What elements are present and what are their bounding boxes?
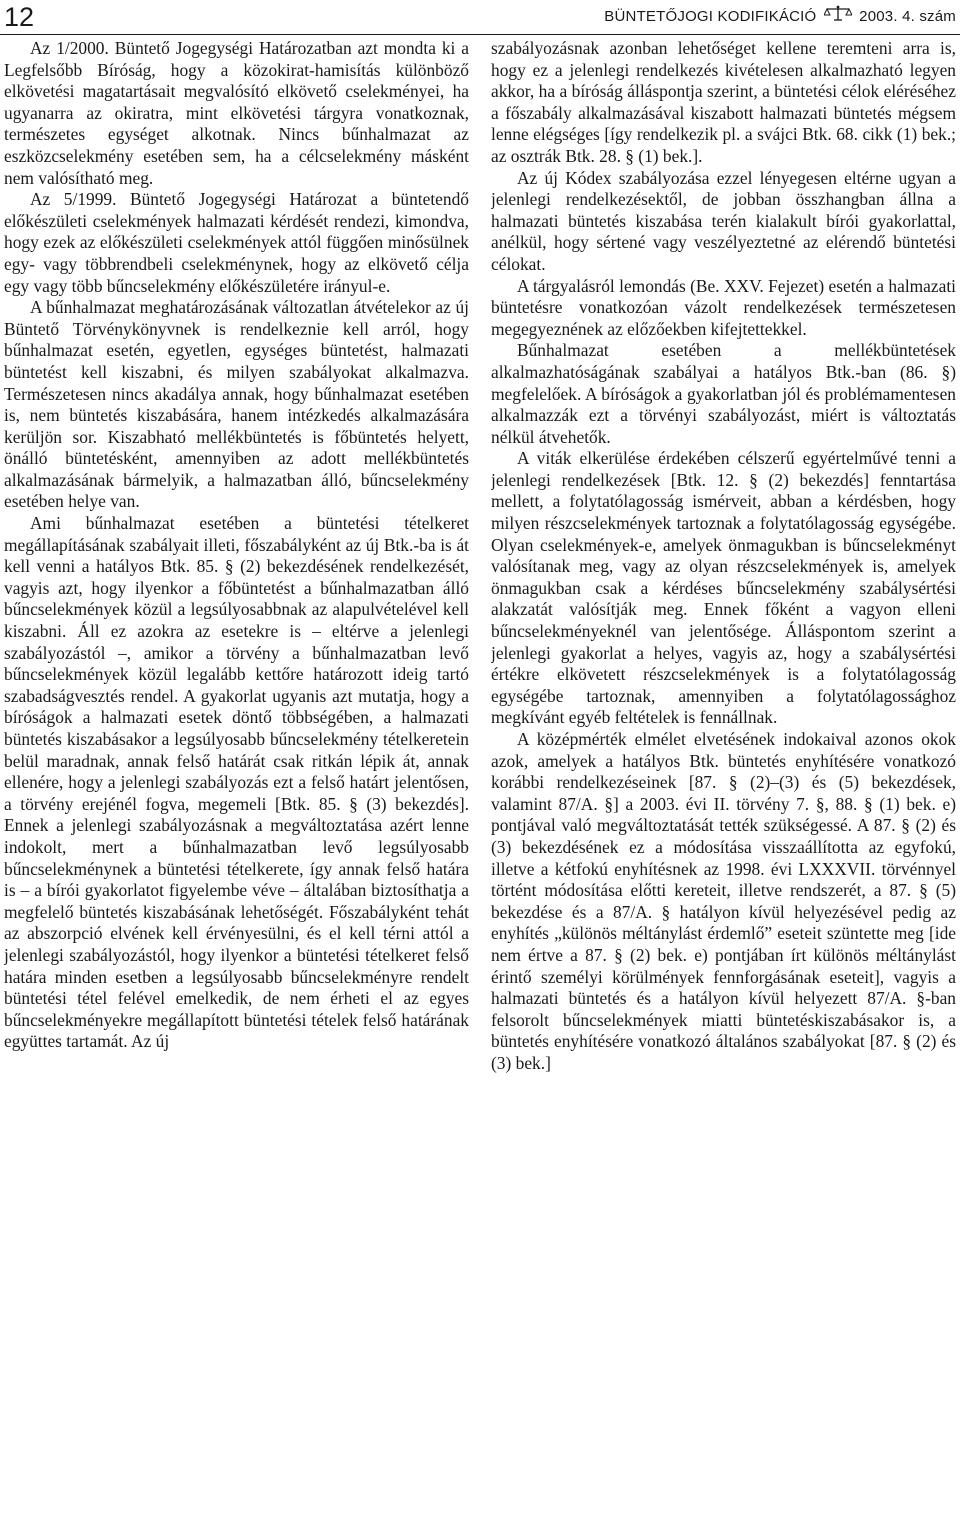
right-column xyxy=(491,38,956,1518)
paragraph: Bűnhalmazat esetében a mellékbüntetések alkalmazhatóságának szabályai a hatályos Btk.-ban (86. §) megfelelőek. A bíróságok a gyakorlatban jól és problémamentesen alkalmazzák ezt a törvényi szabályozást, miért is változtatás nélkül átvehetők. xyxy=(491,340,956,447)
paragraph-continued: szabályozásnak azonban lehetőséget kellene teremteni arra is, hogy ez a jelenlegi rendelkezés kivételesen alkalmazható legyen akkor, ha a bíróság álláspontja szerint, a büntetési célok eléréséhez a főszabály alkalmazásával kiszabott halmazati büntetés mégsem lenne elégséges [így rendelkezik pl. a svájci Btk. 68. cikk (1) bek.; az osztrák Btk. 28. § (1) bek.]. xyxy=(491,38,956,166)
paragraph: A tárgyalásról lemondás (Be. XXV. Fejezet) esetén a halmazati büntetésre vonatkozóan vázolt rendelkezések természetesen megegyeznének az előzőekben kifejtettekkel. xyxy=(491,275,956,339)
issue-label: 2003. 4. szám xyxy=(859,8,956,25)
page-header xyxy=(0,0,960,34)
paragraph: Ami bűnhalmazat esetében a büntetési tételkeret megállapításának szabályait illeti, főszabályként az új Btk.-ba is át kell venni a hatályos Btk. 85. § (2) bekezdésének rendelkezését, vagyis azt, hogy ilyenkor a főbüntetést a bűnhalmazatban álló bűncselekmények közül a legsúlyosabbnak az alapulvételével kell kiszabni. Áll ez azokra az esetekre is – eltérve a jelenlegi szabályozástól –, amikor a törvény a bűnhalmazatban levő bűncselekmények közül legalább kettőre határozott ideig tartó szabadságvesztés rendel. A gyakorlat ugyanis azt mutatja, hogy a bíróságok a halmazati esetek döntő többségében, a halmazati büntetés kiszabásakor a legsúlyosabb bűncselekmény tételkeretein belül maradnak, annak felső határát csak ritkán lépik át, annak ellenére, hogy a jelenlegi szabályozás ezt a felső határt jelentősen, a törvény erejénél fogva, megemeli [Btk. 85. § (3) bekezdés]. Ennek a jelenlegi szabályozásnak a megváltoztatása azért lenne indokolt, mert a bűnhalmazatban levő legsúlyosabb bűncselekménynek a büntetési tételkerete, így annak felső határa is – a bírói gyakorlatot figyelembe véve – általában biztosíthatja a megfelelő büntetés kiszabásának lehetőségét. Főszabályként tehát az abszorpció elvének kell érvényesülni, és el kell térni attól a jelenlegi szabályozástól, hogy ilyenkor a büntetési tételkeret felső határa minden esetben a legsúlyosabb bűncselekményre rendelt büntetési tétel felével emelkedik, de nem érheti el az egyes bűncselekményekre megállapított büntetési tételek felső határának együttes tartamát. Az új xyxy=(4,513,469,1052)
paragraph: A középmérték elmélet elvetésének indokaival azonos okok azok, amelyek a hatályos Btk. büntetés enyhítésére vonatkozó korábbi rendelkezéseinek [87. § (2)–(3) és (5) bekezdések, valamint 87/A. §] a 2003. évi II. törvény 7. §, 88. § (1) bek. e) pontjával való megváltoztatását tették szükségessé. A 87. § (2) és (3) bekezdésének ez a módosítása visszaállította az egyfokú, illetve a kétfokú enyhítésnek az 1998. évi LXXXVII. törvénnyel történt módosítása előtti kereteit, illetve rendszerét, a 87. § (5) bekezdése és a 87/A. § hatályon kívül helyezésével pedig az enyhítés „különös méltánylást érdemlő” eseteit szüntette meg [ide nem értve a 87. § (2) bek. e) pontjában írt különös méltánylást érintő személyi körülmények fennforgásának eseteit], vagyis a halmazati büntetés és a hatályon kívül helyezett 87/A. §-ban felsorolt bűncselekmények miatti büntetéskiszabásakor is, a büntetés enyhítésére vonatkozó általános szabályokat [87. § (2) és (3) bek.] xyxy=(491,729,956,1073)
paragraph: Az 5/1999. Büntető Jogegységi Határozat a büntetendő előkészületi cselekmények halmazati kérdését rendezi, kimondva, hogy ezek az előkészületi cselekmények attól függően minősülnek egy- vagy többrendbeli cselekménynek, hogy az elkövető célja egy vagy több bűncselekmény előkészületére irányul-e. xyxy=(4,189,469,296)
paragraph: A bűnhalmazat meghatározásának változatlan átvételekor az új Büntető Törvénykönyvnek is rendelkeznie kell arról, hogy bűnhalmazat esetén, egyetlen, egységes büntetést, halmazati büntetést kell kiszabni, és milyen szabályokat alkalmazva. Természetesen nincs akadálya annak, hogy bűnhalmazat esetében is, nem büntetés kiszabására, hanem intézkedés alkalmazására kerüljön sor. Kiszabható mellékbüntetés is főbüntetés helyett, önálló büntetésként, amennyiben az adott mellékbüntetés alkalmazásának bármelyik, a halmazatban álló, bűncselekmény esetében helye van. xyxy=(4,297,469,512)
journal-title: BÜNTETŐJOGI KODIFIKÁCIÓ xyxy=(604,8,817,25)
left-column xyxy=(4,38,469,1518)
header-rule xyxy=(0,34,960,35)
scales-ornament-icon xyxy=(824,4,852,30)
paragraph: A viták elkerülése érdekében célszerű egyértelművé tenni a jelenlegi rendelkezések [Btk. 12. § (2) bekezdés] fenntartása mellett, a folytatólagosság ismérveit, abban a kérdésben, hogy milyen részcselekmények tartoznak a folytatólagosság egységébe. Olyan cselekmények-e, amelyek önmagukban is bűncselekményt valósítanak meg, vagy az olyan részcselekmények is, amelyek önmagukban csak a kérdéses bűncselekmény szabálysértési alakzatát valósítják meg. Ennek főként a vagyon elleni bűncselekményeknél van jelentősége. Álláspontom szerint a jelenlegi gyakorlat a helyes, vagyis az, hogy a szabálysértési értékre elkövetett részcselekmények is a folytatólagosság egységébe tartoznak, amennyiben a folytatólagossághoz megkívánt egyéb feltételek is fennállnak. xyxy=(491,448,956,728)
page-number: 12 xyxy=(4,2,35,32)
running-head xyxy=(604,4,956,30)
paragraph: Az 1/2000. Büntető Jogegységi Határozatban azt mondta ki a Legfelsőbb Bíróság, hogy a közokirat-hamisítás különböző elkövetési magatartásait megvalósító elkövető cselekményei, ha ugyanarra az okiratra, mint elkövetési tárgyra vonatkoznak, természetes egységet alkotnak. Nincs bűnhalmazat az eszközcselekmény esetében sem, ha a célcselekmény másként nem valósítható meg. xyxy=(4,38,469,188)
paragraph: Az új Kódex szabályozása ezzel lényegesen eltérne ugyan a jelenlegi rendelkezésektől, de jobban összhangban állna a halmazati büntetés kiszabása terén kialakult bírói gyakorlattal, anélkül, hogy sértené vagy veszélyeztetné az elérendő büntetési célokat. xyxy=(491,167,956,274)
